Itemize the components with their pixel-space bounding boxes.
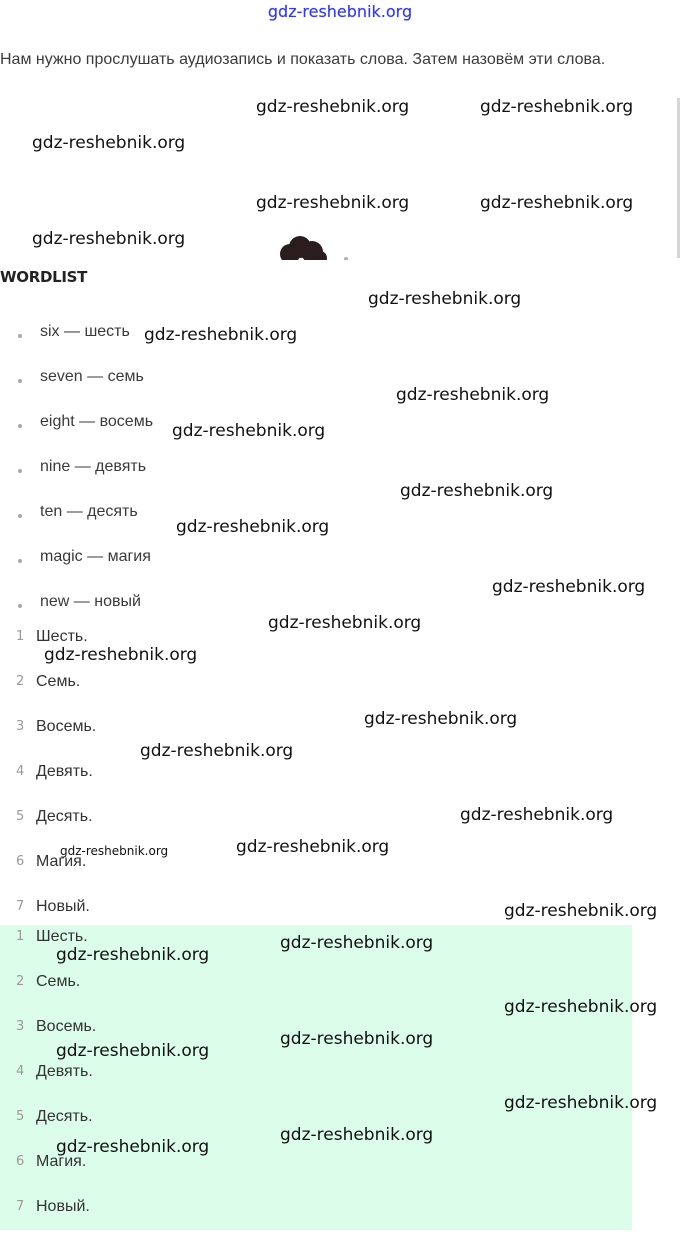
answer-item: 1 Шесть. (16, 928, 88, 945)
answer-item: 4 Девять. (16, 1063, 93, 1080)
answer-list (0, 625, 632, 940)
answer-item: 3 Восемь. (16, 1018, 97, 1035)
watermark: gdz-reshebnik.org (504, 1093, 658, 1113)
watermark: gdz-reshebnik.org (460, 805, 614, 825)
wordlist-heading: WORDLIST (0, 268, 88, 286)
watermark: gdz-reshebnik.org (280, 1029, 434, 1049)
watermark: gdz-reshebnik.org (400, 481, 554, 501)
answer-item: 6 Магия. (16, 853, 87, 870)
answer-item: 7 Новый. (16, 1198, 90, 1215)
watermark: gdz-reshebnik.org (280, 1125, 434, 1145)
illustration-fragment (276, 230, 352, 260)
watermark: gdz-reshebnik.org (504, 997, 658, 1017)
watermark: gdz-reshebnik.org (364, 709, 518, 729)
watermark: gdz-reshebnik.org (492, 577, 646, 597)
watermark: gdz-reshebnik.org (44, 645, 198, 665)
watermark: gdz-reshebnik.org (368, 289, 522, 309)
watermark: gdz-reshebnik.org (172, 421, 326, 441)
bullet-icon (18, 559, 22, 563)
intro-text: Нам нужно прослушать аудиозапись и показать слова. Затем назовём эти слова. (0, 51, 606, 68)
answer-item: 3 Восемь. (16, 718, 97, 735)
watermark: gdz-reshebnik.org (140, 741, 294, 761)
bullet-icon (18, 334, 22, 338)
watermark: gdz-reshebnik.org (504, 901, 658, 921)
bullet-icon (18, 514, 22, 518)
bullet-icon (18, 604, 22, 608)
answer-item: 7 Новый. (16, 898, 90, 915)
answer-item: 5 Десять. (16, 808, 93, 825)
answer-item: 5 Десять. (16, 1108, 93, 1125)
bullet-icon (18, 379, 22, 383)
watermark: gdz-reshebnik.org (60, 844, 169, 858)
answer-item: 2 Семь. (16, 973, 81, 990)
watermark: gdz-reshebnik.org (236, 837, 390, 857)
watermark: gdz-reshebnik.org (256, 193, 410, 213)
watermark: gdz-reshebnik.org (56, 1137, 210, 1157)
site-header-link[interactable]: gdz-reshebnik.org (267, 2, 413, 21)
bullet-icon (18, 424, 22, 428)
watermark: gdz-reshebnik.org (268, 613, 422, 633)
watermark: gdz-reshebnik.org (144, 325, 298, 345)
answer-item: 2 Семь. (16, 673, 81, 690)
watermark: gdz-reshebnik.org (56, 945, 210, 965)
watermark: gdz-reshebnik.org (56, 1041, 210, 1061)
watermark: gdz-reshebnik.org (480, 97, 634, 117)
answer-item: 4 Девять. (16, 763, 93, 780)
bullet-icon (18, 469, 22, 473)
answer-item: 6 Магия. (16, 1153, 87, 1170)
watermark: gdz-reshebnik.org (32, 229, 186, 249)
watermark: gdz-reshebnik.org (480, 193, 634, 213)
answer-item: 1 Шесть. (16, 628, 88, 645)
watermark: gdz-reshebnik.org (176, 517, 330, 537)
watermark: gdz-reshebnik.org (32, 133, 186, 153)
watermark: gdz-reshebnik.org (280, 933, 434, 953)
watermark: gdz-reshebnik.org (396, 385, 550, 405)
watermark: gdz-reshebnik.org (256, 97, 410, 117)
highlighted-answer-list (0, 925, 632, 1230)
